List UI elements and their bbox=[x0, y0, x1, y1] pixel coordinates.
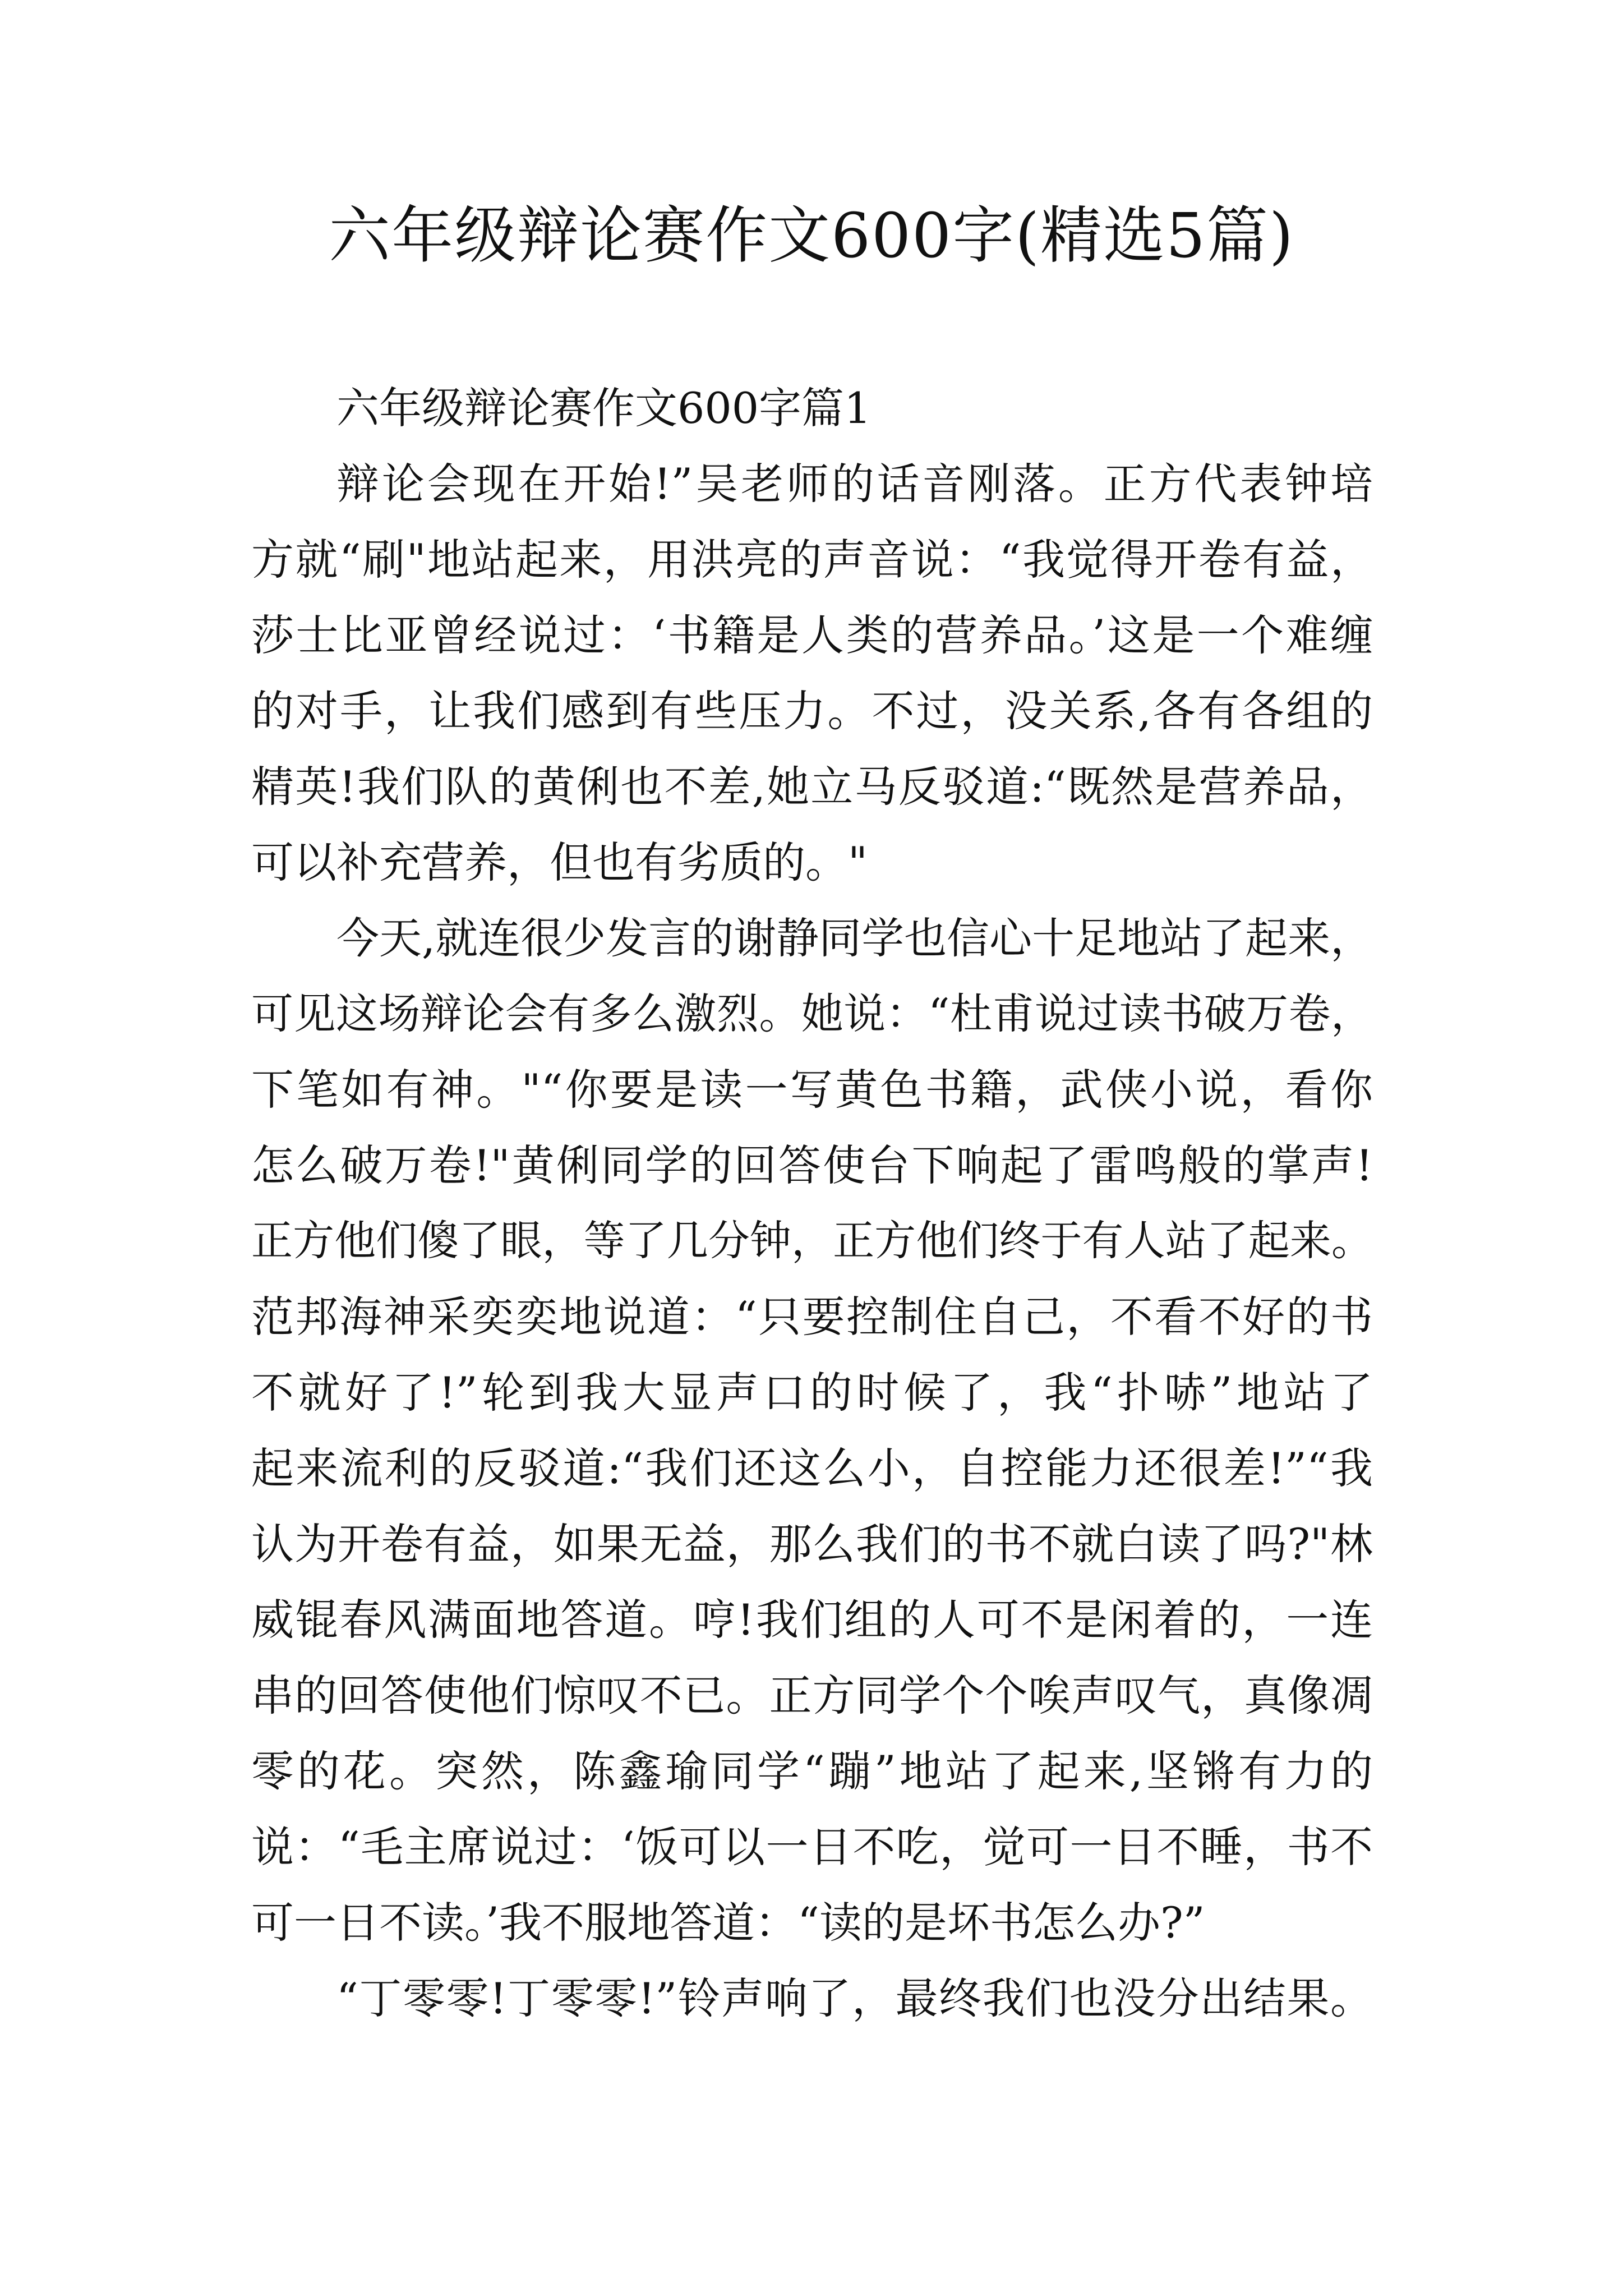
body-text-line: 零的花。突然，陈鑫瑜同学“蹦”地站了起来,坚锵有力的 bbox=[251, 1746, 1373, 1796]
document-title: 六年级辩论赛作文600字(精选5篇) bbox=[329, 200, 1294, 272]
body-text-line: 正方他们傻了眼，等了几分钟，正方他们终于有人站了起来。 bbox=[251, 1217, 1373, 1265]
document-body bbox=[251, 370, 1373, 2036]
body-text-line: “丁零零!丁零零!”铃声响了，最终我们也没分出结果。 bbox=[336, 1973, 1373, 2023]
body-text-line: 下笔如有神。"“你要是读一写黄色书籍，武侠小说，看你 bbox=[251, 1065, 1373, 1115]
body-text-line: 可见这场辩论会有多么激烈。她说：“杜甫说过读书破万卷， bbox=[251, 989, 1373, 1038]
body-text-line: 的对手，让我们感到有些压力。不过，没关系,各有各组的 bbox=[251, 686, 1373, 736]
body-text-line: 串的回答使他们惊叹不已。正方同学个个唉声叹气，真像凋 bbox=[251, 1671, 1373, 1720]
body-text-line: 起来流利的反驳道:“我们还这么小，自控能力还很差!”“我 bbox=[251, 1443, 1373, 1493]
body-text-line: 可一日不读。’我不服地答道：“读的是坏书怎么办?” bbox=[251, 1898, 1205, 1948]
body-text-line: 莎士比亚曾经说过：‘书籍是人类的营养品。’这是一个难缠 bbox=[251, 610, 1373, 660]
body-text-line: 精英!我们队的黄俐也不差,她立马反驳道:“既然是营养品， bbox=[251, 762, 1373, 812]
body-text-line: 辩论会现在开始!”吴老师的话音刚落。正方代表钟培 bbox=[336, 459, 1373, 509]
body-text-line: 六年级辩论赛作文600字篇1 bbox=[336, 383, 872, 433]
body-text-line: 认为开卷有益，如果无益，那么我们的书不就白读了吗?"林 bbox=[251, 1519, 1373, 1569]
body-text-line: 威锟春风满面地答道。哼!我们组的人可不是闲着的，一连 bbox=[251, 1595, 1373, 1645]
body-text-line: 不就好了!”轮到我大显声口的时候了，我“扑哧”地站了 bbox=[251, 1368, 1373, 1418]
body-text-line: 今天,就连很少发言的谢静同学也信心十足地站了起来， bbox=[336, 913, 1373, 963]
body-text-line: 说：“毛主席说过：‘饭可以一日不吃，觉可一日不睡，书不 bbox=[251, 1822, 1373, 1872]
body-text-line: 范邦海神采奕奕地说道：“只要控制住自己，不看不好的书 bbox=[251, 1292, 1373, 1342]
body-text-line: 方就“刷"地站起来，用洪亮的声音说：“我觉得开卷有益， bbox=[251, 535, 1373, 585]
body-text-line: 怎么破万卷!"黄俐同学的回答使台下响起了雷鸣般的掌声! bbox=[251, 1140, 1373, 1190]
body-text-line: 可以补充营养，但也有劣质的。" bbox=[251, 838, 868, 887]
